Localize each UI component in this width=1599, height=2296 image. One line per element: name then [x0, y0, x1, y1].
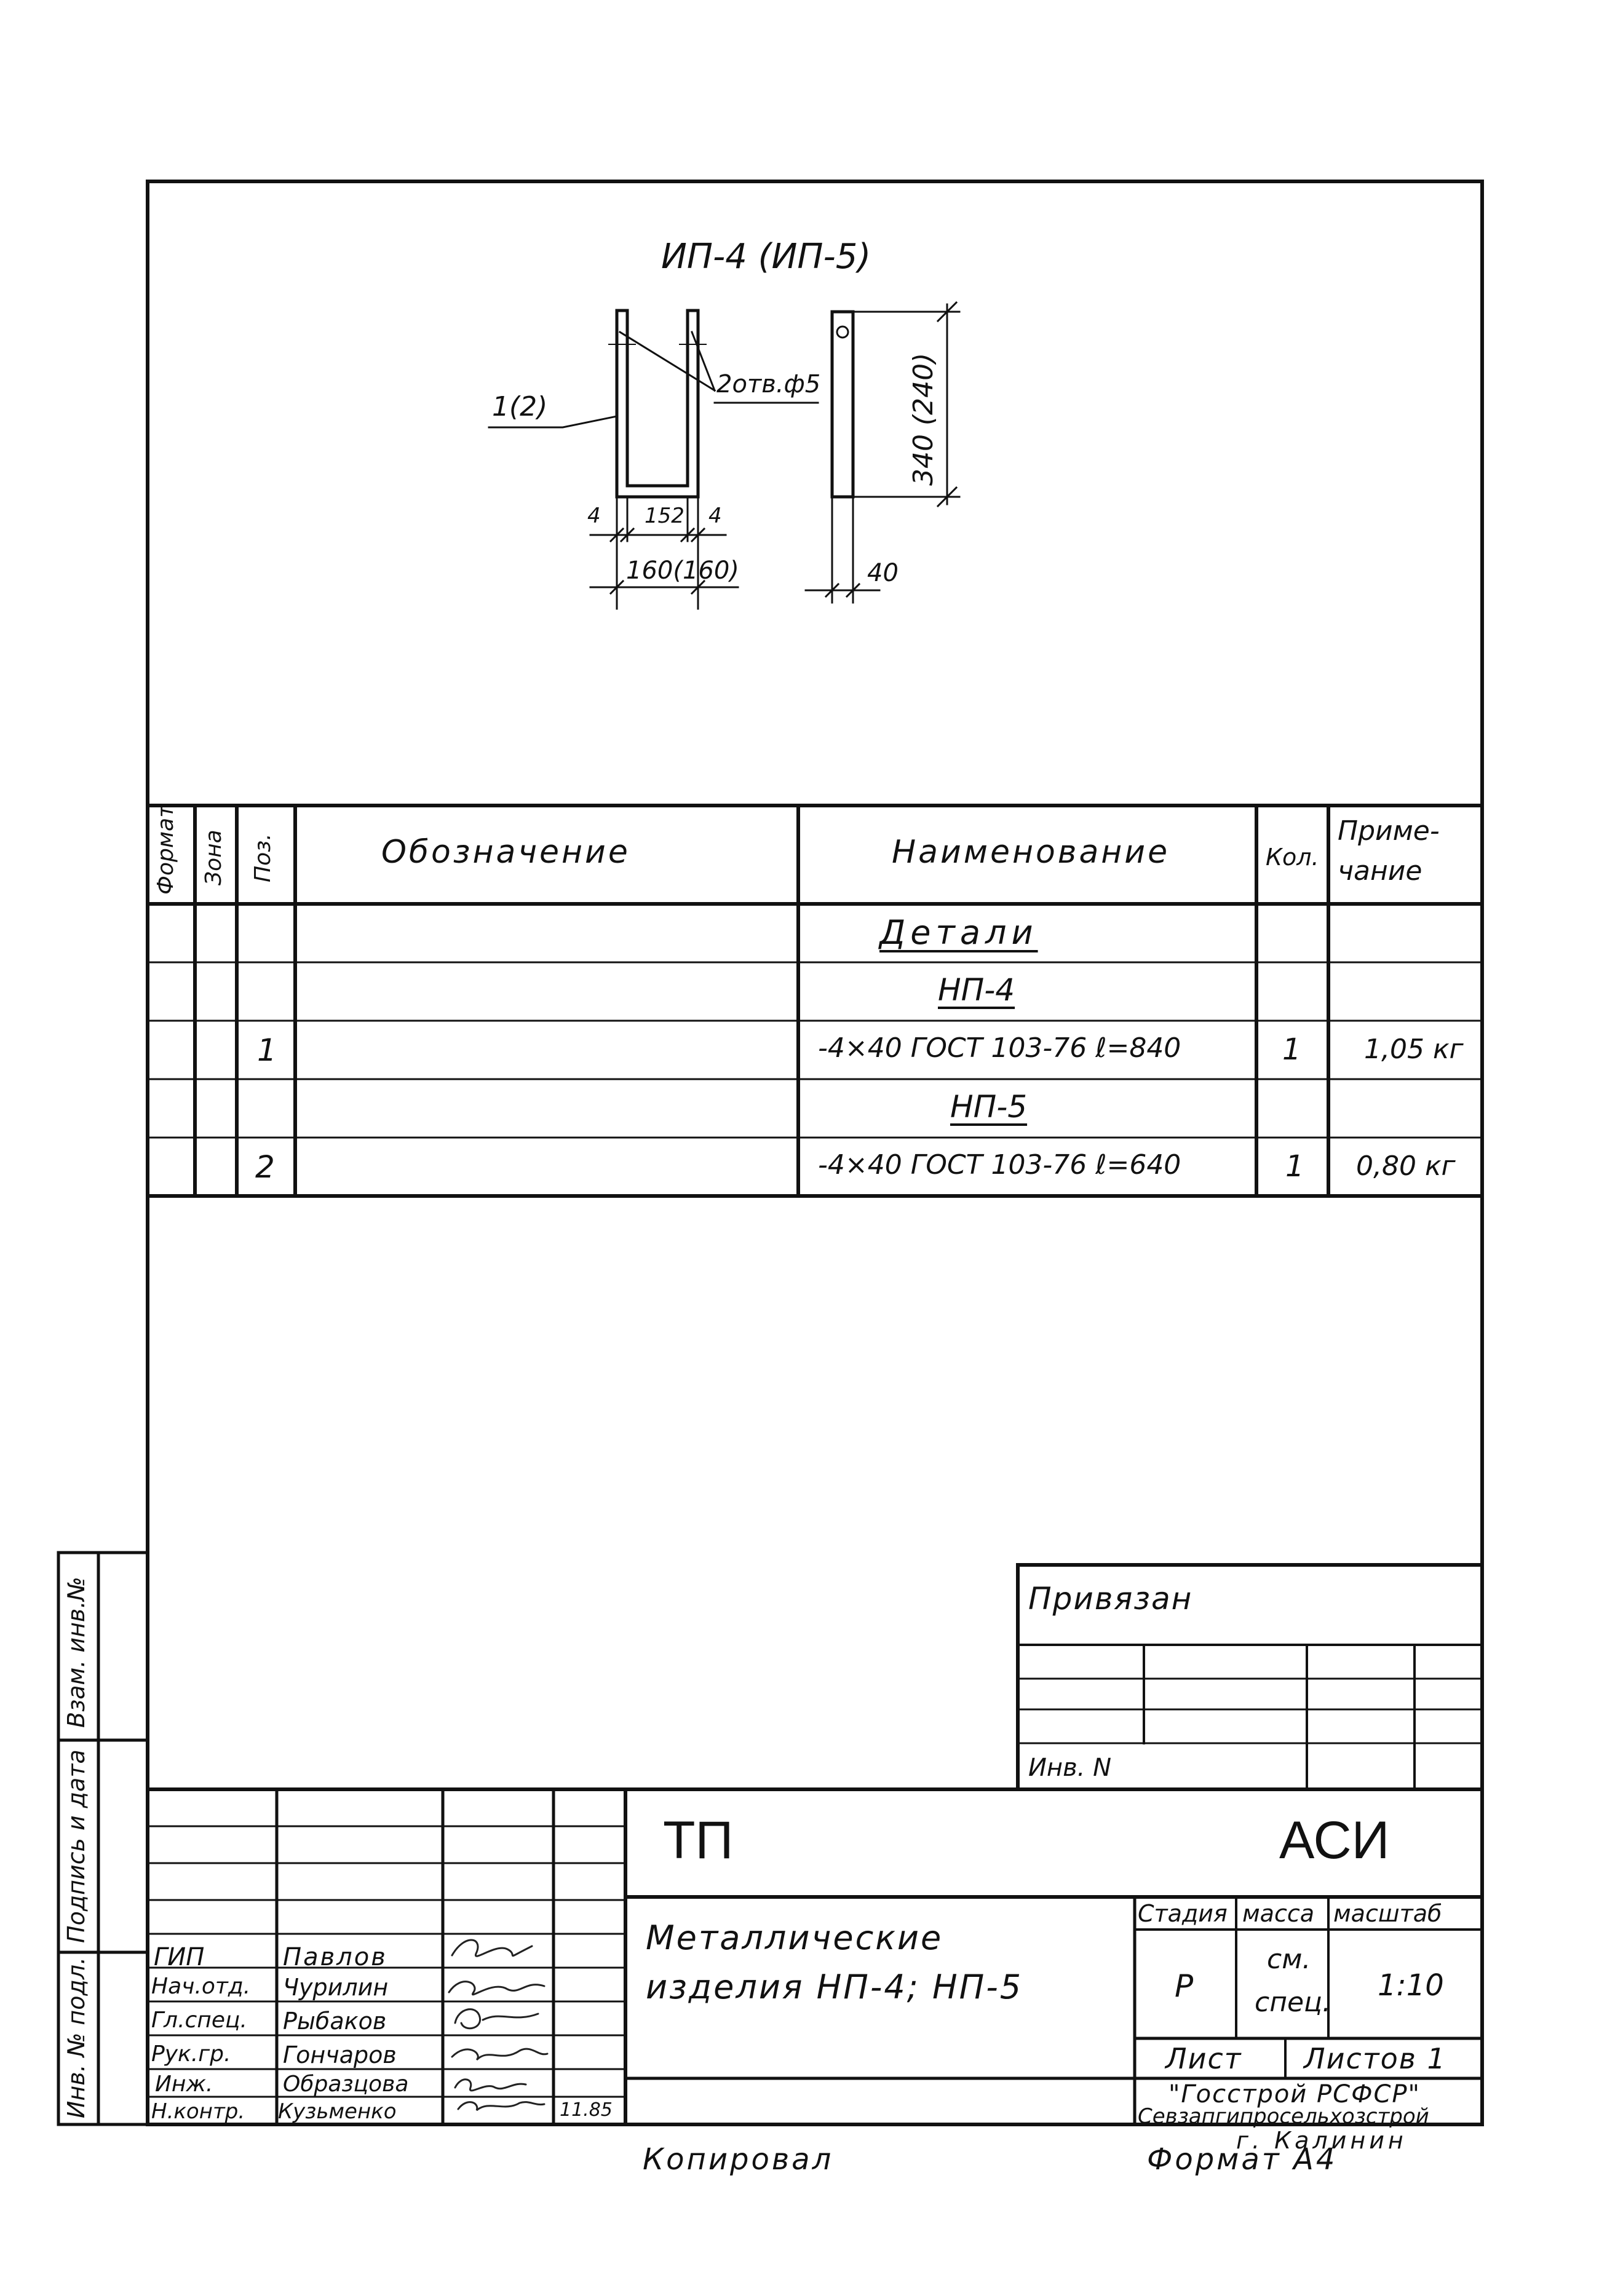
dim-thickness: 40 [867, 559, 899, 587]
sig-name: Павлов [283, 1943, 387, 1971]
sig-role: Нач.отд. [151, 1974, 251, 1999]
header-note-2: чание [1338, 855, 1422, 887]
scale-value: 1:10 [1378, 1968, 1444, 2003]
sig-name: Рыбаков [283, 2008, 387, 2035]
privyazan-label: Привязан [1028, 1581, 1193, 1617]
callout-part: 1(2) [492, 391, 548, 422]
row1-note: 1,05 кг [1364, 1034, 1464, 1065]
dim-overall: 160(160) [626, 556, 739, 585]
doc-code-left: ТП [663, 1811, 734, 1870]
drawing-title: ИП-4 (ИП-5) [661, 237, 871, 277]
footer-copied: Копировал [643, 2142, 834, 2177]
dim-right-flange: 4 [708, 504, 722, 528]
org-line2: Севзапгипросельхозстрой [1138, 2104, 1429, 2129]
group2-title: НП-5 [950, 1089, 1028, 1125]
sig-name: Кузьменко [278, 2099, 397, 2124]
header-designation: Обозначение [381, 834, 630, 871]
object-line2: изделия НП-4; НП-5 [646, 1968, 1023, 2006]
header-pos: Поз. [250, 833, 276, 882]
dim-inner: 152 [645, 504, 684, 528]
section-details: Детали [879, 913, 1038, 952]
doc-code-right: АСИ [1279, 1811, 1390, 1870]
sig-name: Гончаров [283, 2041, 397, 2068]
mass-label: масса [1242, 1900, 1315, 1927]
dim-height-lines [855, 303, 959, 506]
header-format: Формат [153, 804, 178, 895]
header-zone: Зона [201, 829, 226, 885]
bracket-side-view [832, 312, 853, 497]
leader-holes-2 [692, 332, 715, 390]
scale-label: масштаб [1333, 1900, 1442, 1927]
row1-qty: 1 [1282, 1032, 1301, 1067]
sig-role: Гл.спец. [151, 2008, 247, 2033]
object-line1: Металлические [646, 1918, 943, 1957]
row2-qty: 1 [1285, 1149, 1304, 1184]
signature-marks [446, 1931, 550, 2115]
row1-name: -4×40 ГОСТ 103-76 ℓ=840 [818, 1032, 1181, 1064]
mass-value-1: см. [1267, 1944, 1311, 1975]
header-name: Наименование [892, 834, 1170, 871]
dim-left-flange: 4 [587, 504, 601, 528]
stage-value: Р [1175, 1968, 1194, 2004]
side-sign-date: Подпись и дата [63, 1749, 90, 1943]
sig-name: Чурилин [283, 1974, 389, 2001]
hole-side-view [837, 327, 848, 338]
sheets-label: Листов 1 [1304, 2042, 1446, 2075]
header-qty: Кол. [1266, 844, 1319, 871]
stage-label: Стадия [1138, 1900, 1228, 1927]
sig-role: Н.контр. [151, 2099, 245, 2124]
privyazan-inv: Инв. N [1028, 1754, 1111, 1782]
row2-pos: 2 [255, 1149, 275, 1185]
callout-holes: 2отв.ф5 [716, 370, 821, 398]
sig-role: Рук.гр. [151, 2041, 231, 2067]
leader-holes-1 [620, 332, 715, 390]
row1-pos: 1 [257, 1032, 277, 1068]
group1-title: НП-4 [938, 972, 1015, 1008]
sig-date: 11.85 [560, 2099, 613, 2121]
side-inv-podl: Инв. № подл. [63, 1957, 90, 2118]
footer-format: Формат А4 [1147, 2142, 1338, 2177]
org-line3: г. Калинин [1236, 2127, 1407, 2154]
sig-name: Образцова [283, 2072, 409, 2097]
row2-note: 0,80 кг [1356, 1150, 1456, 1182]
header-note-1: Приме- [1338, 815, 1440, 847]
sig-role: ГИП [154, 1943, 205, 1971]
dim-height: 340 (240) [908, 352, 939, 486]
sheet-label: Лист [1165, 2042, 1242, 2075]
side-vzam: Взам. инв.№ [63, 1577, 90, 1728]
sig-role: Инж. [155, 2072, 213, 2097]
mass-value-2: спец. [1255, 1987, 1331, 2018]
row2-name: -4×40 ГОСТ 103-76 ℓ=640 [818, 1149, 1181, 1181]
org-line1: "Госстрой РСФСР" [1168, 2080, 1421, 2108]
